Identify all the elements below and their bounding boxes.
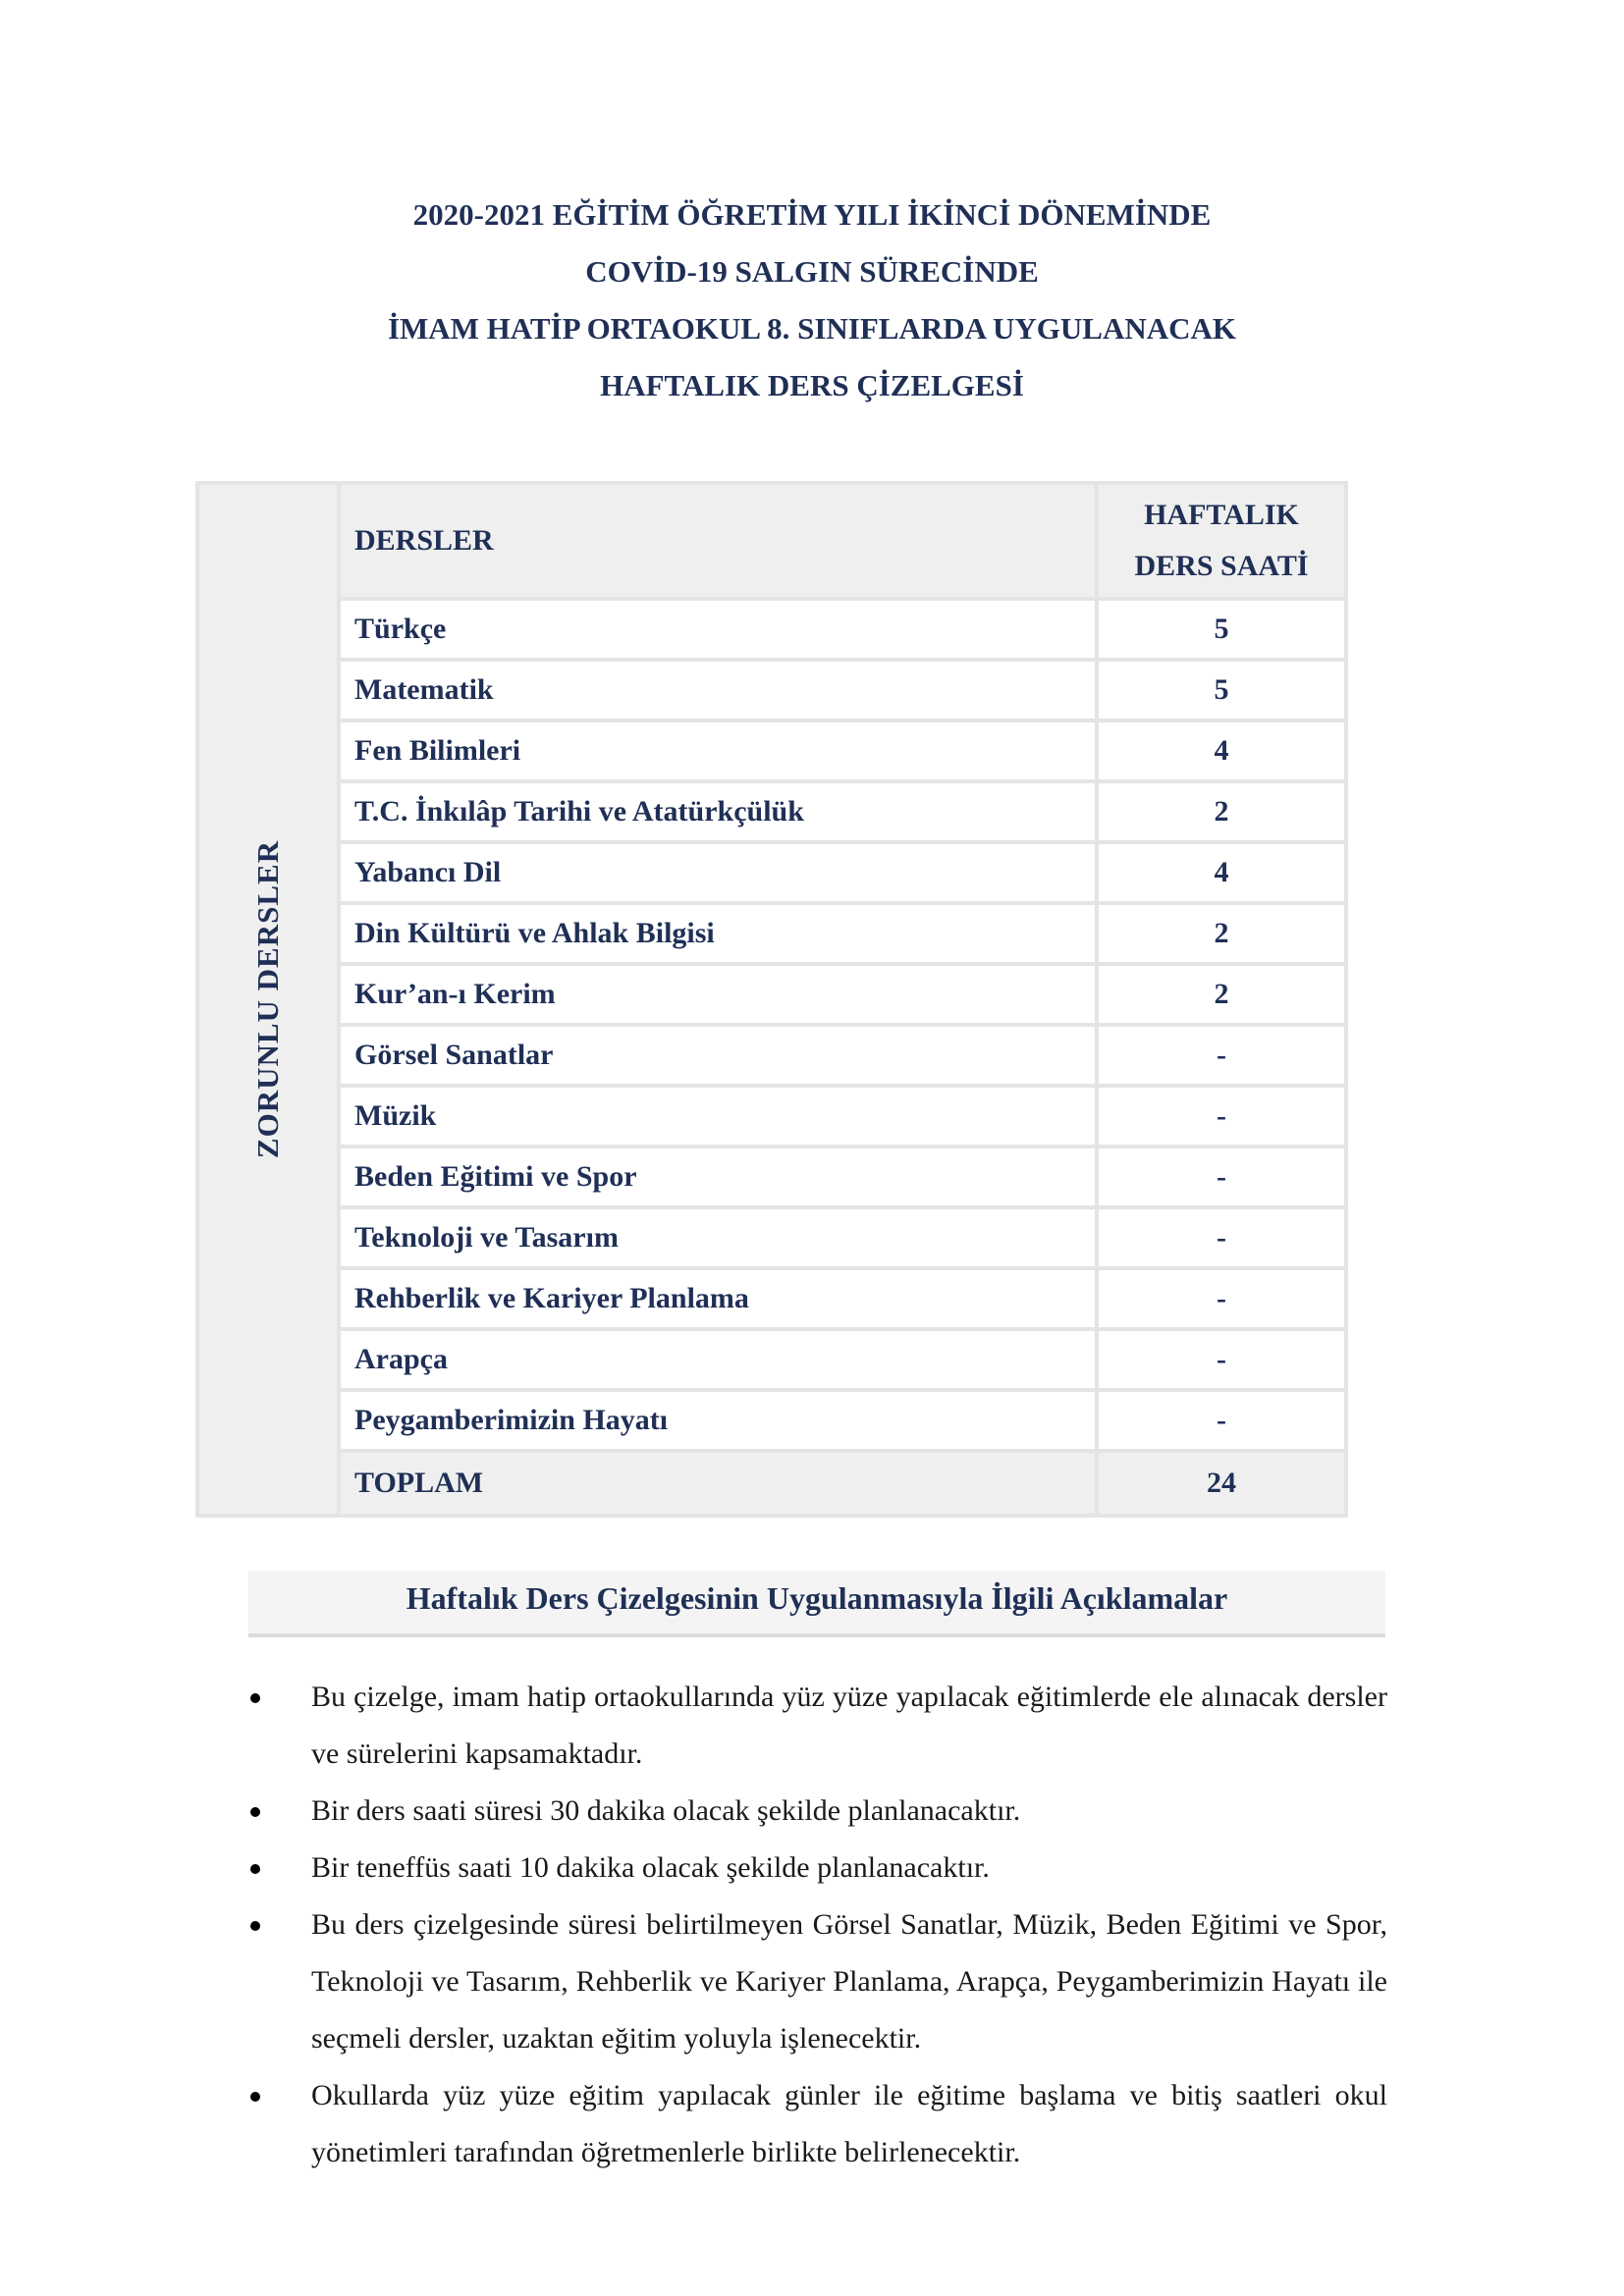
table-row <box>199 1148 1344 1205</box>
course-name: Rehberlik ve Kariyer Planlama <box>341 1270 1095 1327</box>
note-text: Bu ders çizelgesinde süresi belirtilmeyen Görsel Sanatlar, Müzik, Beden Eğitimi ve Spor, Teknoloji ve Tasarım, Rehberlik ve Kariyer Planlama, Arapça, Peygamberimizin Hayatı ile seçmeli dersler, uzaktan eğitim yoluyla işlenecektir. <box>311 1908 1387 2055</box>
bullet-icon <box>250 1693 260 1703</box>
course-hours: - <box>1099 1209 1344 1266</box>
note-text: Okullarda yüz yüze eğitim yapılacak günler ile eğitime başlama ve bitiş saatleri okul yönetimleri tarafından öğretmenlerle birlikte belirlenecektir. <box>311 2079 1387 2168</box>
table-row <box>199 966 1344 1023</box>
total-label: TOPLAM <box>341 1453 1095 1514</box>
course-hours: 4 <box>1099 722 1344 779</box>
table-row <box>199 1331 1344 1388</box>
course-hours: - <box>1099 1331 1344 1388</box>
table-row <box>199 722 1344 779</box>
course-name: T.C. İnkılâp Tarihi ve Atatürkçülük <box>341 783 1095 840</box>
bullet-icon <box>250 1921 260 1931</box>
total-row <box>199 1453 1344 1514</box>
bullet-icon <box>250 1807 260 1817</box>
course-name: Görsel Sanatlar <box>341 1027 1095 1084</box>
title-line-1: 2020-2021 EĞİTİM ÖĞRETİM YILI İKİNCİ DÖNEMİNDE <box>412 197 1212 232</box>
course-hours: - <box>1099 1027 1344 1084</box>
side-label: ZORUNLU DERSLER <box>250 839 285 1159</box>
notes-heading: Haftalık Ders Çizelgesinin Uygulanmasıyla İlgili Açıklamalar <box>248 1571 1385 1637</box>
course-hours: 5 <box>1099 662 1344 719</box>
title-line-2: COVİD-19 SALGIN SÜRECİNDE <box>585 254 1039 289</box>
note-text: Bir teneffüs saati 10 dakika olacak şekilde planlanacaktır. <box>311 1851 990 1884</box>
list-item <box>248 2067 1387 2181</box>
note-text: Bir ders saati süresi 30 dakika olacak şekilde planlanacaktır. <box>311 1794 1021 1827</box>
table-row <box>199 905 1344 962</box>
table-row <box>199 1392 1344 1449</box>
course-name: Matematik <box>341 662 1095 719</box>
course-name: Arapça <box>341 1331 1095 1388</box>
total-value: 24 <box>1099 1453 1344 1514</box>
course-name: Beden Eğitimi ve Spor <box>341 1148 1095 1205</box>
header-hours <box>1099 485 1344 597</box>
list-item <box>248 1783 1387 1840</box>
table-row <box>199 844 1344 901</box>
table-row <box>199 1088 1344 1145</box>
table-row <box>199 1027 1344 1084</box>
side-label-cell <box>199 485 337 1514</box>
course-hours: 2 <box>1099 783 1344 840</box>
course-name: Teknoloji ve Tasarım <box>341 1209 1095 1266</box>
notes-list <box>248 1669 1387 2181</box>
course-hours: 4 <box>1099 844 1344 901</box>
table-row <box>199 662 1344 719</box>
header-hours-line-1: HAFTALIK <box>1144 499 1299 531</box>
schedule-table <box>195 481 1348 1518</box>
list-item <box>248 1840 1387 1896</box>
title-line-3: İMAM HATİP ORTAOKUL 8. SINIFLARDA UYGULANACAK <box>387 311 1237 346</box>
course-hours: - <box>1099 1148 1344 1205</box>
note-text: Bu çizelge, imam hatip ortaokullarında yüz yüze yapılacak eğitimlerde ele alınacak dersler ve sürelerini kapsamaktadır. <box>311 1681 1387 1770</box>
course-name: Yabancı Dil <box>341 844 1095 901</box>
course-hours: - <box>1099 1270 1344 1327</box>
list-item <box>248 1896 1387 2067</box>
header-courses: DERSLER <box>341 485 1095 597</box>
table-row <box>199 783 1344 840</box>
course-name: Fen Bilimleri <box>341 722 1095 779</box>
course-hours: 2 <box>1099 905 1344 962</box>
table-row <box>199 1209 1344 1266</box>
course-hours: - <box>1099 1088 1344 1145</box>
table-header-row <box>199 485 1344 597</box>
course-name: Din Kültürü ve Ahlak Bilgisi <box>341 905 1095 962</box>
list-item <box>248 1669 1387 1783</box>
bullet-icon <box>250 1864 260 1874</box>
course-name: Peygamberimizin Hayatı <box>341 1392 1095 1449</box>
course-name: Türkçe <box>341 601 1095 658</box>
header-hours-line-2: DERS SAATİ <box>1134 550 1309 582</box>
course-hours: 5 <box>1099 601 1344 658</box>
document-title <box>0 187 1624 414</box>
title-line-4: HAFTALIK DERS ÇİZELGESİ <box>600 368 1024 402</box>
course-hours: 2 <box>1099 966 1344 1023</box>
course-name: Kur’an-ı Kerim <box>341 966 1095 1023</box>
course-hours: - <box>1099 1392 1344 1449</box>
table-row <box>199 1270 1344 1327</box>
table-row <box>199 601 1344 658</box>
course-name: Müzik <box>341 1088 1095 1145</box>
bullet-icon <box>250 2092 260 2102</box>
